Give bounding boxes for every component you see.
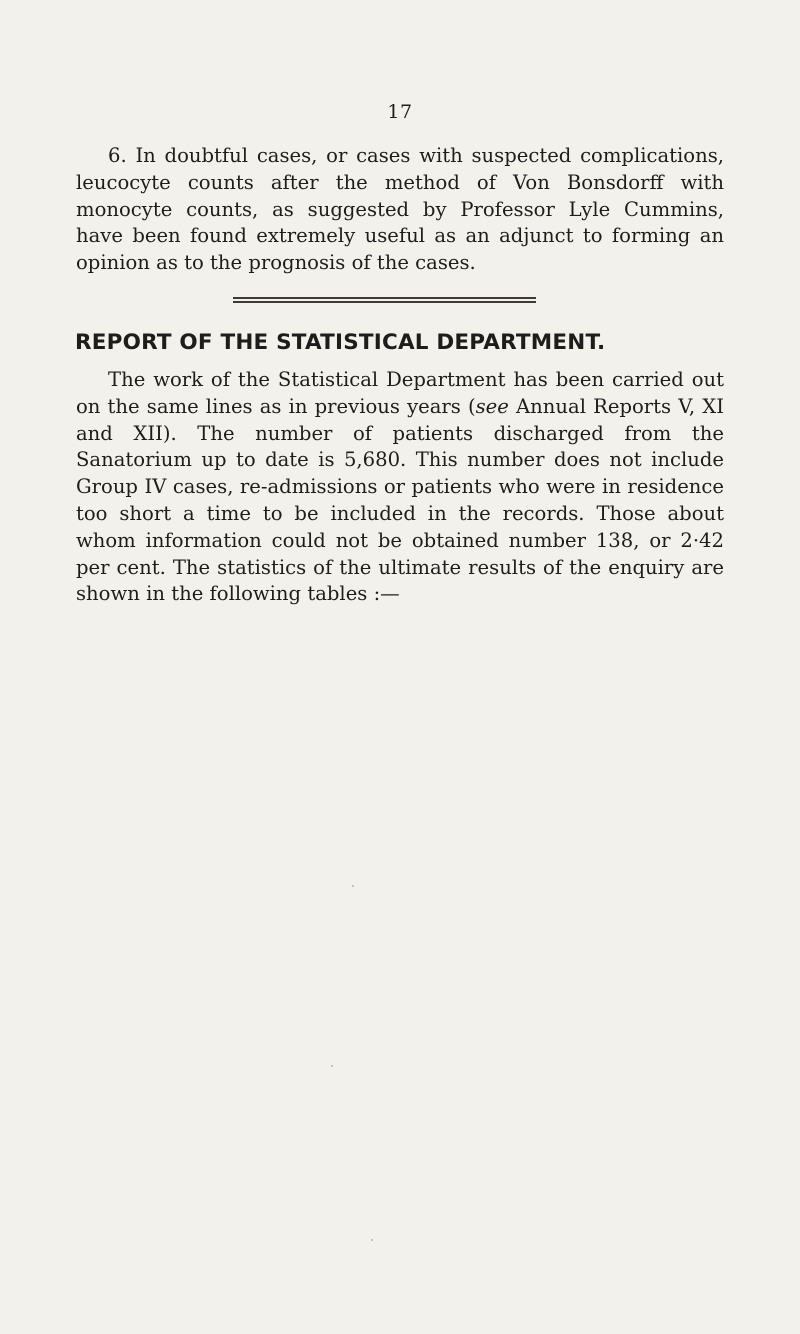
- paragraph-6-text: 6. In doubtful cases, or cases with suspected complications, leucocyte counts after the method of Von Bonsdorff with monocyte counts, as suggested by Professor Lyle Cummins, have been found extremely useful as an adjunct to forming an opinion as to the prognosis of the cases.: [76, 144, 724, 275]
- report-text-part-2: Annual Reports V, XI and XII). The number of patients discharged from the Sanatorium up to date is 5,680. This number does not include Group IV cases, re-admissions or patients who were in residence too short a time to be included in the records. Those about whom information could not be obtained number 138, or 2·42 per cent. The statistics of the ultimate results of the enquiry are shown in the following tables :—: [76, 394, 724, 606]
- paper-speck: [331, 1065, 333, 1067]
- paper-speck: [371, 1239, 373, 1241]
- paper-speck: [352, 885, 354, 887]
- section-heading: REPORT OF THE STATISTICAL DEPARTMENT.: [75, 330, 606, 355]
- statistical-report-paragraph: [76, 367, 724, 608]
- report-text-part-1: The work of the Statistical Department has been carried out on the same lines as in previous years (: [76, 368, 724, 418]
- divider-line-top: [233, 297, 536, 299]
- report-text-italic: see: [475, 394, 509, 418]
- paragraph-6: [76, 143, 724, 277]
- page-number: 17: [387, 101, 413, 123]
- divider-line-bottom: [233, 301, 536, 303]
